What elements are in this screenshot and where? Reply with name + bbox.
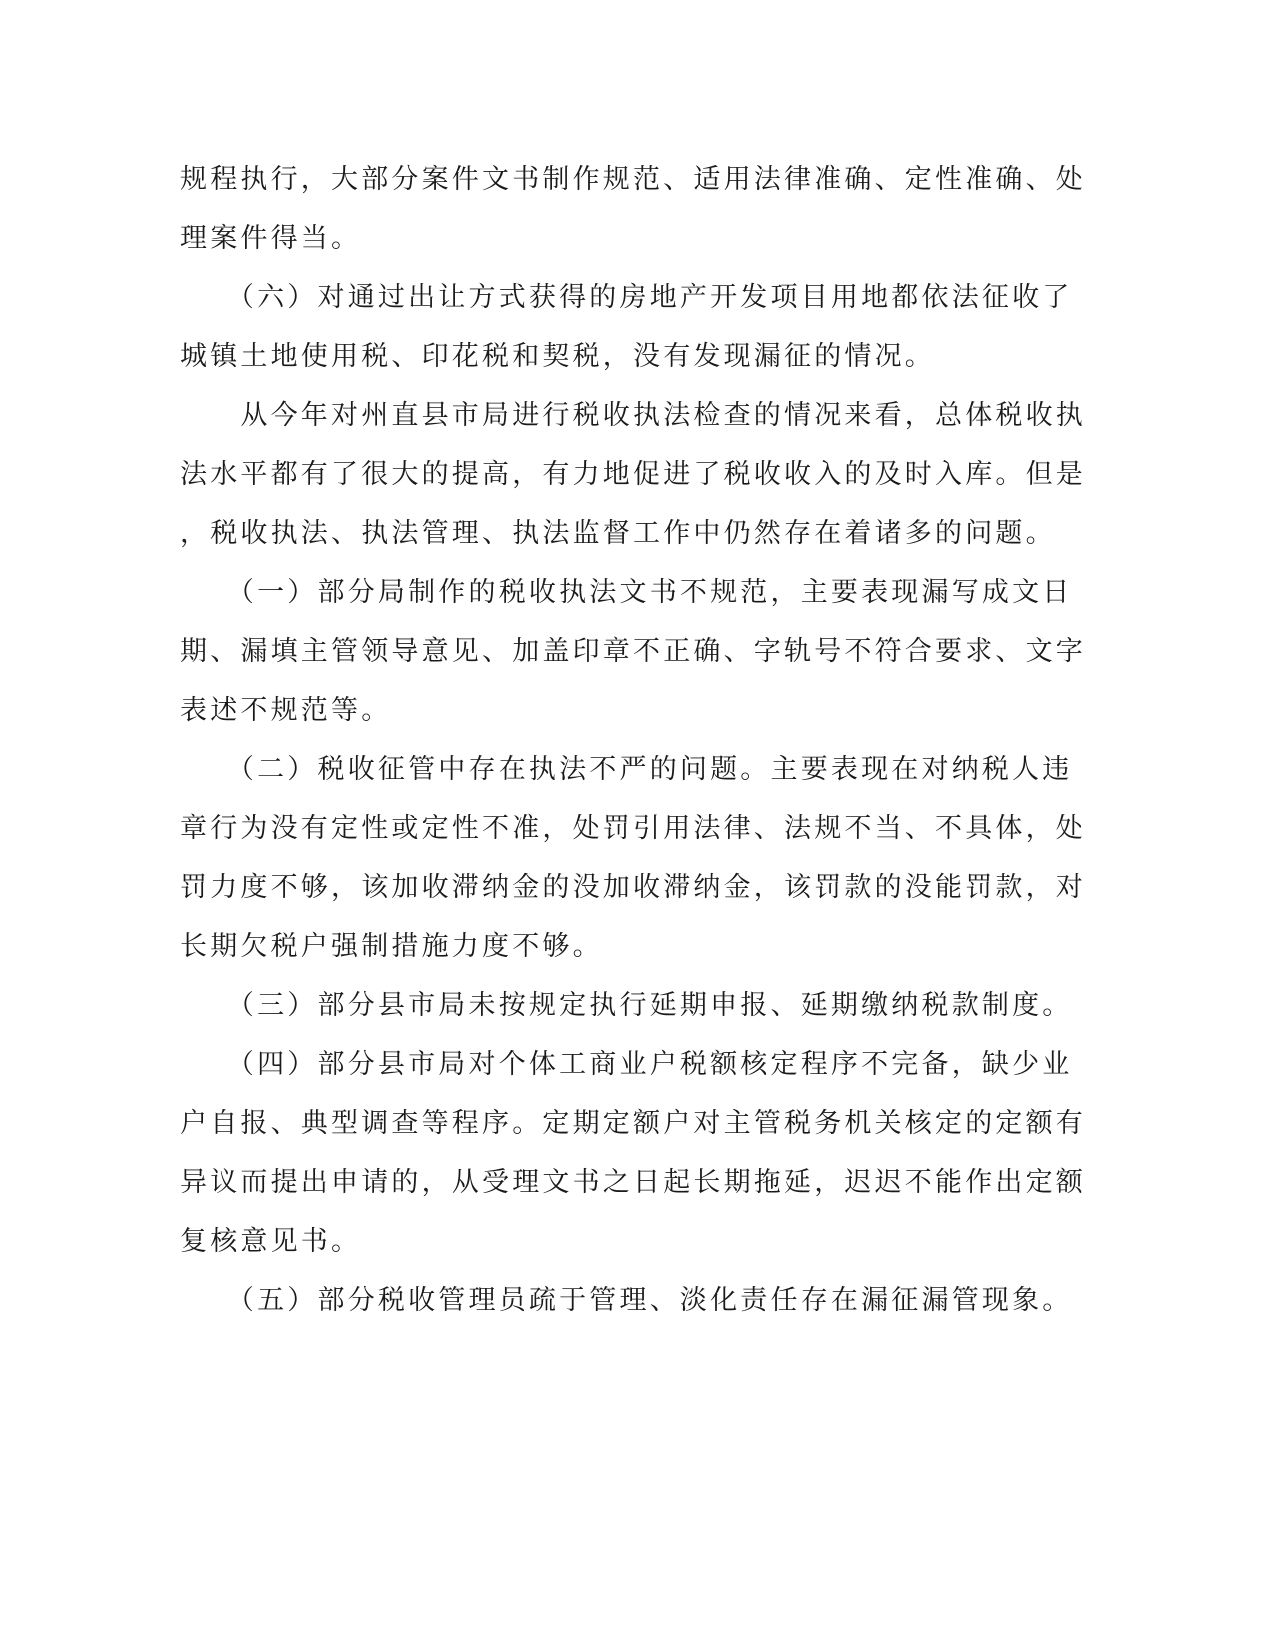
text-line: 异议而提出申请的，从受理文书之日起长期拖延，迟迟不能作出定额 <box>180 1167 1086 1198</box>
text-line: ，税收执法、执法管理、执法监督工作中仍然存在着诸多的问题。 <box>180 518 1056 549</box>
text-line: 规程执行，大部分案件文书制作规范、适用法律准确、定性准确、处 <box>180 164 1086 195</box>
text-line: 长期欠税户强制措施力度不够。 <box>180 931 603 962</box>
text-line: 章行为没有定性或定性不准，处罚引用法律、法规不当、不具体，处 <box>180 813 1086 844</box>
text-line: （一）部分局制作的税收执法文书不规范，主要表现漏写成文日 <box>180 577 1073 608</box>
text-line: 从今年对州直县市局进行税收执法检查的情况来看，总体税收执 <box>180 400 1086 431</box>
text-line: （三）部分县市局未按规定执行延期申报、延期缴纳税款制度。 <box>180 990 1073 1021</box>
text-line: （六）对通过出让方式获得的房地产开发项目用地都依法征收了 <box>180 282 1073 313</box>
text-line: 复核意见书。 <box>180 1226 362 1257</box>
text-line: （五）部分税收管理员疏于管理、淡化责任存在漏征漏管现象。 <box>180 1285 1073 1316</box>
text-line: 理案件得当。 <box>180 223 362 254</box>
text-line: 城镇土地使用税、印花税和契税，没有发现漏征的情况。 <box>180 341 935 372</box>
text-line: 法水平都有了很大的提高，有力地促进了税收收入的及时入库。但是 <box>180 459 1086 490</box>
text-line: 罚力度不够，该加收滞纳金的没加收滞纳金，该罚款的没能罚款，对 <box>180 872 1086 903</box>
text-line: （二）税收征管中存在执法不严的问题。主要表现在对纳税人违 <box>180 754 1073 785</box>
text-line: （四）部分县市局对个体工商业户税额核定程序不完备，缺少业 <box>180 1049 1073 1080</box>
text-line: 户自报、典型调查等程序。定期定额户对主管税务机关核定的定额有 <box>180 1108 1086 1139</box>
text-line: 表述不规范等。 <box>180 695 392 726</box>
text-line: 期、漏填主管领导意见、加盖印章不正确、字轨号不符合要求、文字 <box>180 636 1086 667</box>
